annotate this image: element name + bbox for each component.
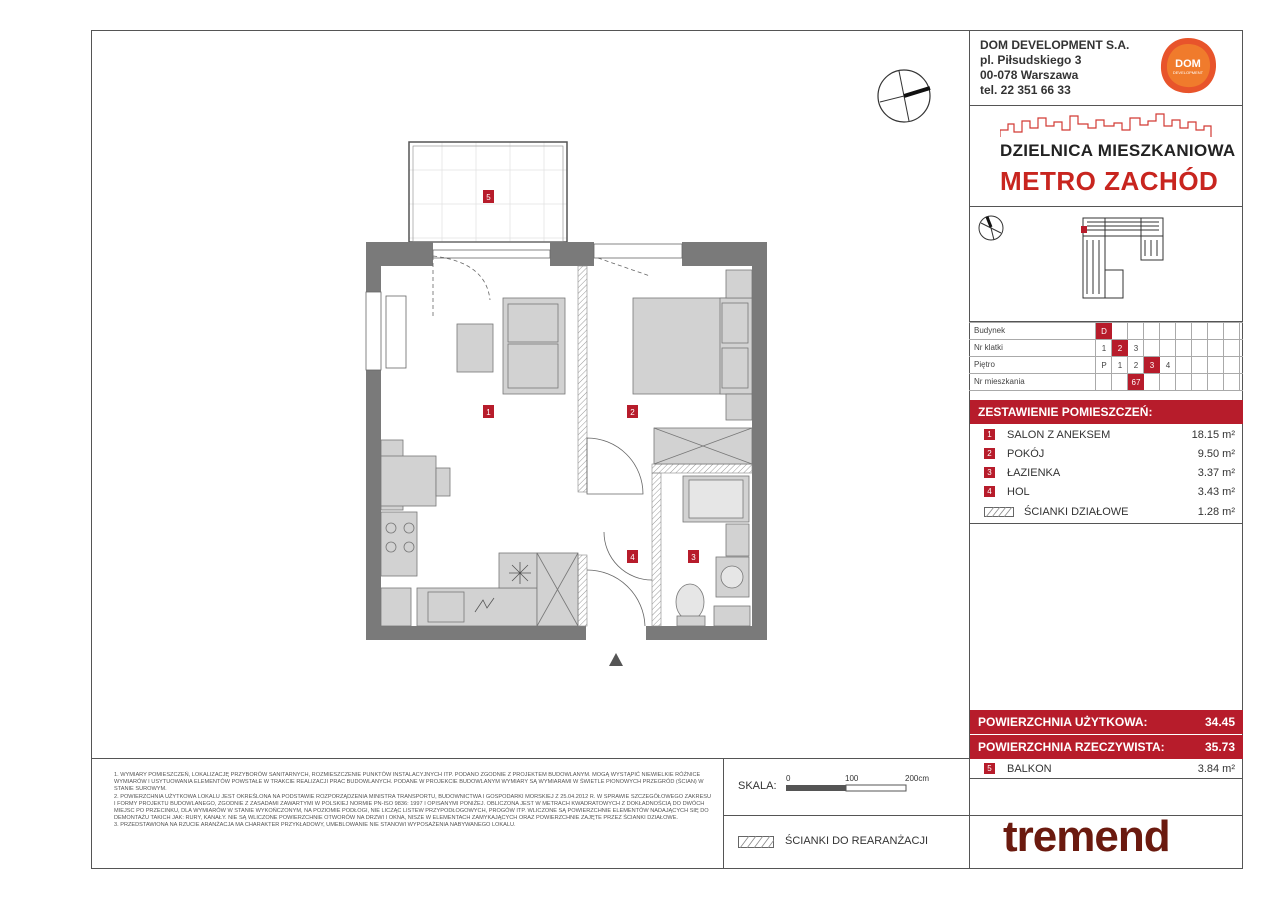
panel-line-1	[969, 105, 1243, 106]
note-3: 3. PRZEDSTAWIONA NA RZUCIE ARANŻACJA MA CHARAKTER PRZYKŁADOWY, UMEBLOWANIE NIE STANOWI WYPOSAŻENIA NABYWANEGO LOKALU.	[114, 822, 516, 829]
scale-label: SKALA:	[738, 780, 777, 792]
panel-line-4	[969, 523, 1243, 524]
building-value: D	[1096, 323, 1112, 339]
dom-logo	[1157, 36, 1219, 96]
room-number: 1	[984, 429, 995, 440]
floor-plan	[360, 136, 780, 676]
stair-value: 1	[1101, 343, 1107, 353]
tremend-logo: tremend	[1003, 812, 1170, 861]
company-phone: tel. 22 351 66 33	[980, 83, 1071, 97]
floor-value: 2	[1133, 360, 1139, 370]
apartment-marker	[1081, 226, 1087, 233]
balcony-name: BALKON	[1007, 762, 1052, 775]
room-area: 3.37 m²	[1197, 466, 1235, 479]
skyline-graphic	[1000, 112, 1212, 138]
room-area: 9.50 m²	[1197, 447, 1235, 460]
marker-room4: 4	[630, 553, 635, 562]
marker-room3: 3	[691, 553, 696, 562]
room-row	[970, 444, 1243, 463]
scale-tick-100: 100	[845, 774, 859, 783]
panel-line-5	[969, 778, 1243, 779]
company-city: 00-078 Warszawa	[980, 68, 1079, 82]
scale-bar	[786, 784, 908, 792]
partition-row	[970, 502, 1243, 521]
scale-tick-200: 200cm	[905, 774, 930, 783]
furniture	[381, 270, 752, 626]
marker-room1: 1	[486, 408, 491, 417]
company-street: pl. Piłsudskiego 3	[980, 53, 1082, 67]
notes-divider	[723, 758, 724, 869]
balcony-number: 5	[984, 763, 995, 774]
company-name: DOM DEVELOPMENT S.A.	[980, 38, 1130, 52]
floor-label: Piętro	[974, 360, 995, 369]
room-name: HOL	[1007, 485, 1030, 498]
room-number: 3	[984, 467, 995, 478]
balcony-area: 3.84 m²	[1197, 762, 1235, 775]
note-2: 2. POWIERZCHNIA UŻYTKOWA LOKALU JEST OKREŚLONA NA PODSTAWIE ROZPORZĄDZENIA MINISTRA TRANSPORTU, BUDOWNICTWA I GOSPODARKI MORSKIEJ Z 25.04.2012 R. W SPRAWIE SZCZEGÓŁOWEGO ZAKRESU I FORMY PROJEKTU BUDOWLANEGO, ZGODNIE Z ZASADAMI ZAWARTYMI W POLSKIEJ NORMIE PN-ISO 9836: 1997 I OPISANYMI PONIŻEJ. OBLICZONA JEST W METRACH KWADRATOWYCH Z DOKŁADNOŚCIĄ DO DWÓCH MIEJSC PO PRZECINKU, DLA WYMIARÓW W STANIE WYKOŃCZONYM, NA POZIOMIE PODŁOGI, NIE LICZĄC LISTEW PRZYPODŁOGOWYCH, PROGÓW ITP. WLICZONE SĄ POWIERZCHNIE ELEMENTÓW NADAJĄCYCH SIĘ DO DEMONTAŻU TAKICH JAK: RURY, KANAŁY. NIE SĄ WLICZONE POWIERZCHNIE OTWORÓW NA DRZWI I OKNA, NISZE W ELEMENTACH ZAMYKAJĄCYCH ORAZ POWIERZCHNIE ZAJĘTE PRZEZ ŚCIANKI DZIAŁOWE.	[114, 793, 712, 822]
actual-area-label: POWIERZCHNIA RZECZYWISTA:	[978, 740, 1165, 754]
table-grid-line	[1207, 322, 1208, 390]
project-line1: DZIELNICA MIESZKANIOWA	[1000, 141, 1236, 160]
room-number: 2	[984, 448, 995, 459]
room-name: SALON Z ANEKSEM	[1007, 428, 1111, 441]
table-grid-line	[1159, 322, 1160, 390]
actual-area-value: 35.73	[1204, 740, 1235, 754]
logo-text-development: DEVELOPMENT	[1172, 70, 1204, 75]
north-compass-icon	[874, 66, 934, 126]
room-name: ŁAZIENKA	[1007, 466, 1061, 479]
panel-line-2	[969, 206, 1243, 207]
floor-value: 3	[1144, 357, 1160, 373]
scale-divider	[723, 815, 970, 816]
table-grid-line	[1175, 322, 1176, 390]
stair-value: 2	[1112, 340, 1128, 356]
partition-name: ŚCIANKI DZIAŁOWE	[1024, 505, 1129, 518]
note-1: 1. WYMIARY POMIESZCZEŃ, LOKALIZACJĘ PRZYBORÓW SANITARNYCH, ROZMIESZCZENIE PUNKTÓW INSTALACYJNYCH ITP. PODANO ZGODNIE Z PROJEKTEM BUDOWLANYM. MOGĄ WYSTĄPIĆ NIEWIELKIE RÓŻNICE WYMIARÓW I USYTUOWANIA ELEMENTÓW POWSTAŁE W TRAKCIE REALIZACJI PRAC BUDOWLANYCH. PODANE W PROJEKCIE BUDOWLANYM WYMIARY SĄ WYMIARAMI W ŚWIETLE PIONOWYCH PRZEGRÓD (ŚCIAN) W STANIE SUROWYM.	[114, 772, 704, 793]
table-grid-line	[1239, 322, 1240, 390]
table-grid-line	[969, 390, 1243, 391]
logo-text-dom: DOM	[1175, 58, 1201, 70]
scale-tick-0: 0	[786, 774, 791, 783]
rooms-header-label: ZESTAWIENIE POMIESZCZEŃ:	[978, 405, 1153, 419]
balcony-row	[970, 759, 1243, 778]
room-area: 3.43 m²	[1197, 485, 1235, 498]
entrance-arrow-icon	[609, 653, 623, 666]
building-key-plan	[1075, 210, 1171, 302]
stair-label: Nr klatki	[974, 343, 1003, 352]
stair-value: 3	[1133, 343, 1139, 353]
room-number: 4	[984, 486, 995, 497]
room-row	[970, 425, 1243, 444]
floor-value: P	[1101, 360, 1107, 370]
compass-small-icon	[976, 213, 1006, 243]
apartment-value: 67	[1128, 374, 1144, 390]
usable-area-bar	[970, 710, 1243, 734]
usable-area-value: 34.45	[1204, 715, 1235, 729]
project-line2: METRO ZACHÓD	[1000, 166, 1219, 196]
table-grid-line	[1191, 322, 1192, 390]
hatch-swatch-icon	[984, 507, 1014, 517]
usable-area-label: POWIERZCHNIA UŻYTKOWA:	[978, 715, 1148, 729]
rearrangement-legend: ŚCIANKI DO REARANŻACJI	[785, 835, 929, 847]
company-info	[980, 38, 1129, 98]
partition-area: 1.28 m²	[1197, 505, 1235, 518]
rearrangement-hatch-icon	[738, 836, 774, 848]
table-grid-line	[969, 373, 1243, 374]
room-row	[970, 482, 1243, 501]
marker-room5: 5	[486, 193, 491, 202]
building-label: Budynek	[974, 326, 1006, 335]
marker-room2: 2	[630, 408, 635, 417]
apartment-label: Nr mieszkania	[974, 377, 1025, 386]
room-area: 18.15 m²	[1191, 428, 1235, 441]
bottom-strip-divider	[91, 758, 970, 759]
floor-value: 4	[1165, 360, 1171, 370]
room-row	[970, 463, 1243, 482]
room-name: POKÓJ	[1007, 447, 1045, 460]
actual-area-bar	[970, 735, 1243, 759]
rooms-header	[970, 400, 1243, 424]
notes	[114, 772, 714, 830]
floor-value: 1	[1117, 360, 1123, 370]
table-grid-line	[1223, 322, 1224, 390]
